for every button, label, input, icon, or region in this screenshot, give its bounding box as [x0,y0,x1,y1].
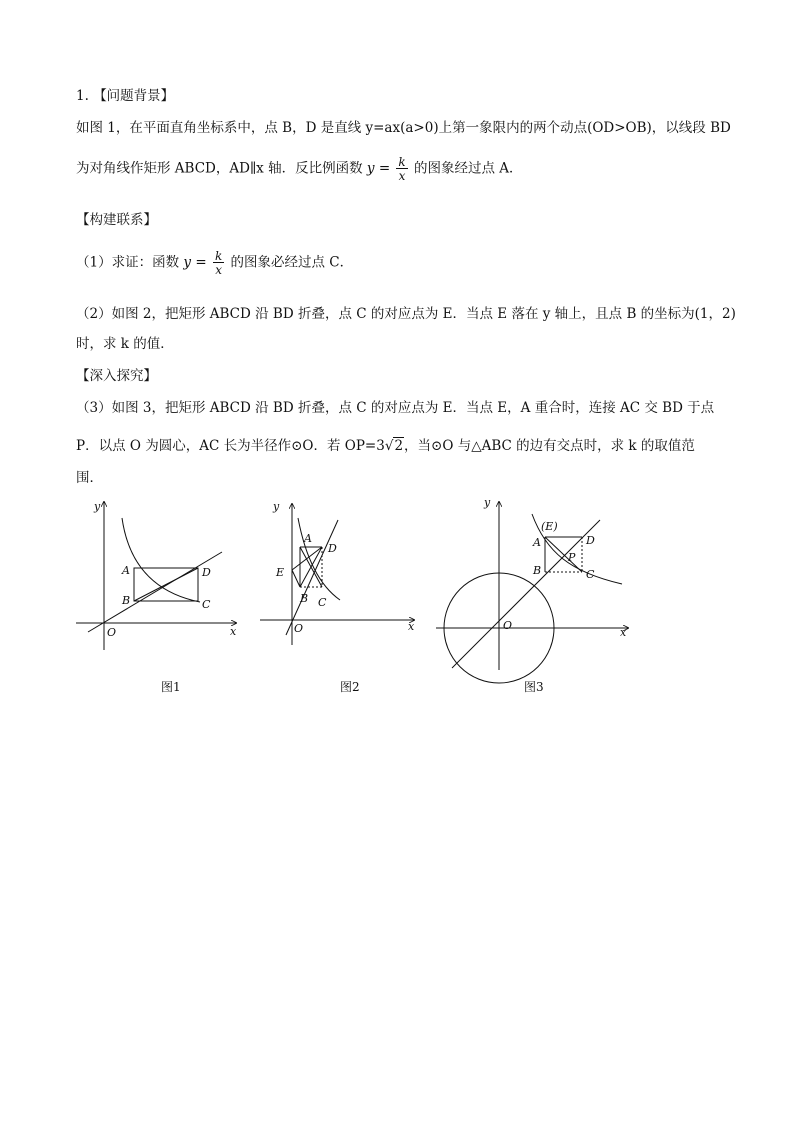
formula-fraction [213,250,224,276]
figures-svg [0,490,794,700]
fraction-denominator: x [396,168,407,182]
sqrt-symbol: √2 [384,438,404,454]
q1-text-b: 的图象必经过点 C． [230,254,354,271]
fig2-label-c: C [318,596,327,609]
connect-heading: 【构建联系】 [76,212,157,228]
question-1 [76,250,353,276]
fig2-label-y: y [273,500,280,513]
fig3-line-y-ax [452,520,600,668]
figure-1-labels [93,500,237,639]
question-3-line-3: 围． [76,470,103,486]
fig3-label-e: (E) [541,520,558,533]
fig1-line-y-ax [88,552,222,632]
fig3-label-x: x [620,626,627,639]
question-2-line-2: 时，求 k 的值． [76,336,174,352]
fig1-label-x: x [230,625,237,638]
formula-y: y [183,254,192,271]
intro-text-a: 为对角线作矩形 ABCD，AD∥x 轴．反比例函数 [76,160,363,177]
fig1-label-y: y [94,500,101,513]
fig2-label-b: B [300,592,309,605]
intro-line-1: 如图 1，在平面直角坐标系中，点 B，D 是直线 y=ax(a>0)上第一象限内的两个动点(OD>OB)，以线段 BD [76,120,731,136]
fig3-label-d: D [586,534,595,547]
fig1-label-c: C [202,598,211,611]
formula-eq: = [378,160,391,177]
fig2-label-a: A [304,532,312,545]
fig3-label-o: O [503,619,513,632]
problem-header [76,84,174,104]
fig3-label-p: P [568,551,576,564]
problem-number: 1. [76,88,89,104]
question-2-line-1: （2）如图 2，把矩形 ABCD 沿 BD 折叠，点 C 的对应点为 E．当点 E 落在 y 轴上，且点 B 的坐标为(1，2) [76,306,736,322]
q3-text-b: ，当⊙O 与△ABC 的边有交点时，求 k 的取值范 [404,438,695,454]
fig1-diagonal-bd [134,568,198,601]
fig1-label-d: D [202,566,211,579]
fig2-label-e: E [276,566,285,579]
figure-1 [76,502,236,650]
q1-text-a: （1）求证：函数 [76,254,180,271]
figure-3 [436,502,628,683]
fig2-label-o: O [294,622,304,635]
fig1-label-a: A [122,564,130,577]
fig1-caption: 图1 [161,680,181,694]
fraction-denominator: x [213,262,224,276]
figure-2-labels [272,500,415,635]
fig2-label-d: D [328,542,337,555]
question-3-line-2 [76,434,695,454]
fig2-line-y-ax [286,520,338,635]
fig3-caption: 图3 [524,680,544,694]
explore-heading: 【深入探究】 [76,368,157,384]
fig3-label-b: B [533,564,542,577]
question-3-line-1: （3）如图 3，把矩形 ABCD 沿 BD 折叠，点 C 的对应点为 E．当点 E，A 重合时，连接 AC 交 BD 于点 [76,400,715,416]
figures-row [0,490,794,700]
fig3-label-c: C [586,568,595,581]
figure-3-labels [483,496,627,639]
fig3-diagonal-ac [545,537,582,572]
background-heading: 【问题背景】 [93,88,175,104]
fraction-numerator: k [214,249,223,263]
fig2-label-x: x [408,620,415,633]
intro-text-b: 的图象经过点 A． [414,160,523,177]
fig3-label-a: A [533,536,541,549]
fig2-side-eb [292,570,300,587]
q3-text-a: P．以点 O 为圆心，AC 长为半径作⊙O．若 OP=3 [76,438,385,454]
formula-y: y [366,160,375,177]
fraction-numerator: k [398,155,406,169]
fig2-caption: 图2 [340,680,360,694]
formula-fraction [396,156,407,182]
intro-line-2 [76,156,523,182]
fig3-label-y: y [484,496,491,509]
fig1-label-o: O [107,626,117,639]
formula-eq: = [195,254,207,271]
fig1-label-b: B [122,594,131,607]
sqrt-radicand: 2 [394,438,404,454]
